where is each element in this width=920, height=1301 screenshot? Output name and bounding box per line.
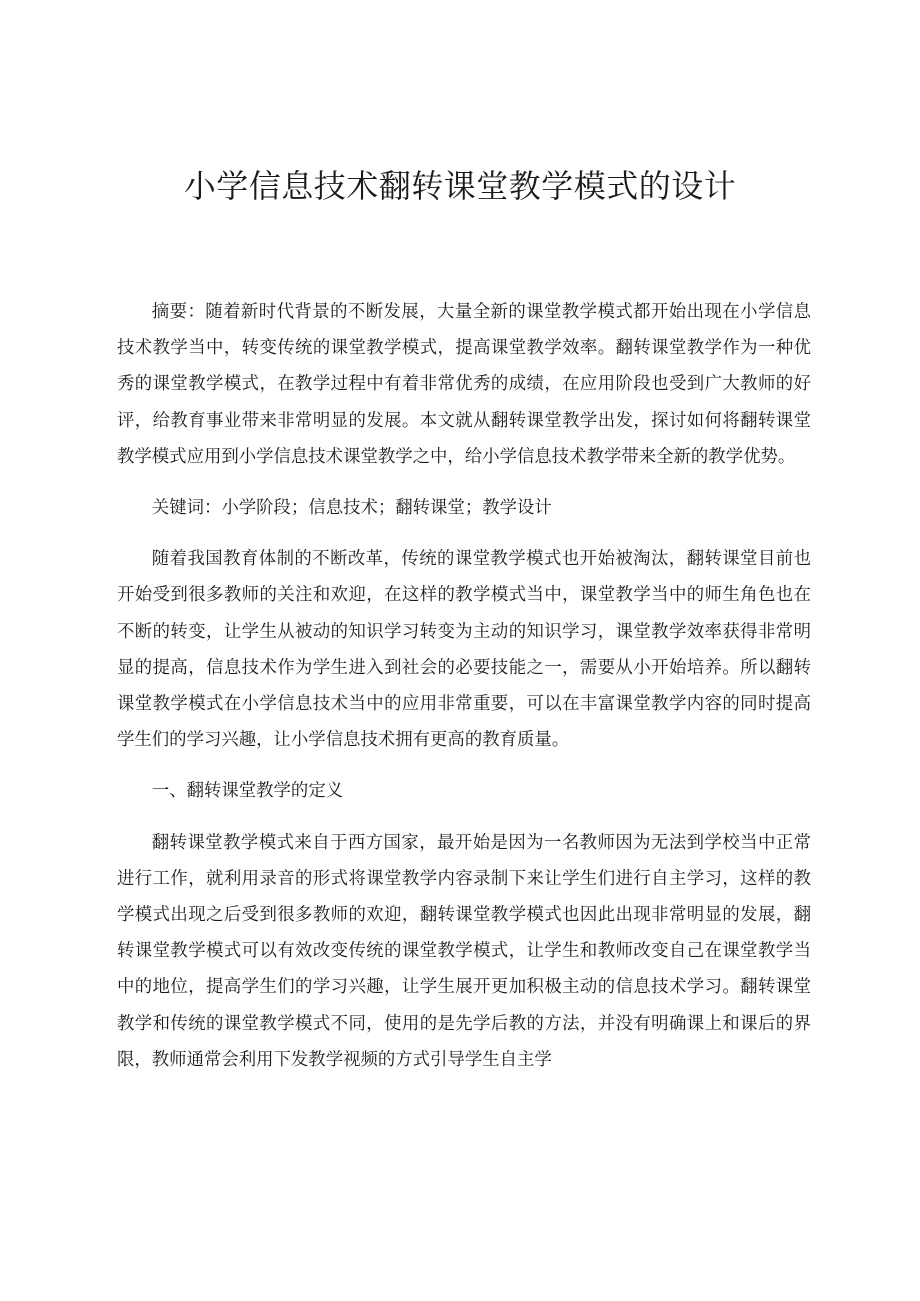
section-heading: 一、翻转课堂教学的定义 (151, 781, 344, 802)
document-title: 小学信息技术翻转课堂教学模式的设计 (183, 167, 737, 205)
abstract-paragraph: 摘要：随着新时代背景的不断发展，大量全新的课堂教学模式都开始出现在小学信息技术教学当中，转变传统的课堂教学模式，提高课堂教学效率。翻转课堂教学作为一种优秀的课堂教学模式，在教学过程中有着非常优秀的成绩，在应用阶段也受到广大教师的好评，给教育事业带来非常明显的发展。本文就从翻转课堂教学出发，探讨如何将翻转课堂教学模式应用到小学信息技术课堂教学之中，给小学信息技术教学带来全新的教学优势。 (117, 302, 811, 467)
keywords-paragraph: 关键词：小学阶段；信息技术；翻转课堂；教学设计 (151, 498, 552, 519)
body-paragraph: 翻转课堂教学模式来自于西方国家，最开始是因为一名教师因为无法到学校当中正常进行工作，就利用录音的形式将课堂教学内容录制下来让学生们进行自主学习，这样的教学模式出现之后受到很多教师的欢迎，翻转课堂教学模式也因此出现非常明显的发展，翻转课堂教学模式可以有效改变传统的课堂教学模式，让学生和教师改变自己在课堂教学当中的地位，提高学生们的学习兴趣，让学生展开更加积极主动的信息技术学习。翻转课堂教学和传统的课堂教学模式不同，使用的是先学后教的方法，并没有明确课上和课后的界限，教师通常会利用下发教学视频的方式引导学生自主学 (117, 832, 811, 1070)
document-body (117, 294, 811, 1078)
introduction-paragraph: 随着我国教育体制的不断改革，传统的课堂教学模式也开始被淘汰，翻转课堂目前也开始受到很多教师的关注和欢迎，在这样的教学模式当中，课堂教学当中的师生角色也在不断的转变，让学生从被动的知识学习转变为主动的知识学习，课堂教学效率获得非常明显的提高，信息技术作为学生进入到社会的必要技能之一，需要从小开始培养。所以翻转课堂教学模式在小学信息技术当中的应用非常重要，可以在丰富课堂教学内容的同时提高学生们的学习兴趣，让小学信息技术拥有更高的教育质量。 (117, 549, 811, 751)
